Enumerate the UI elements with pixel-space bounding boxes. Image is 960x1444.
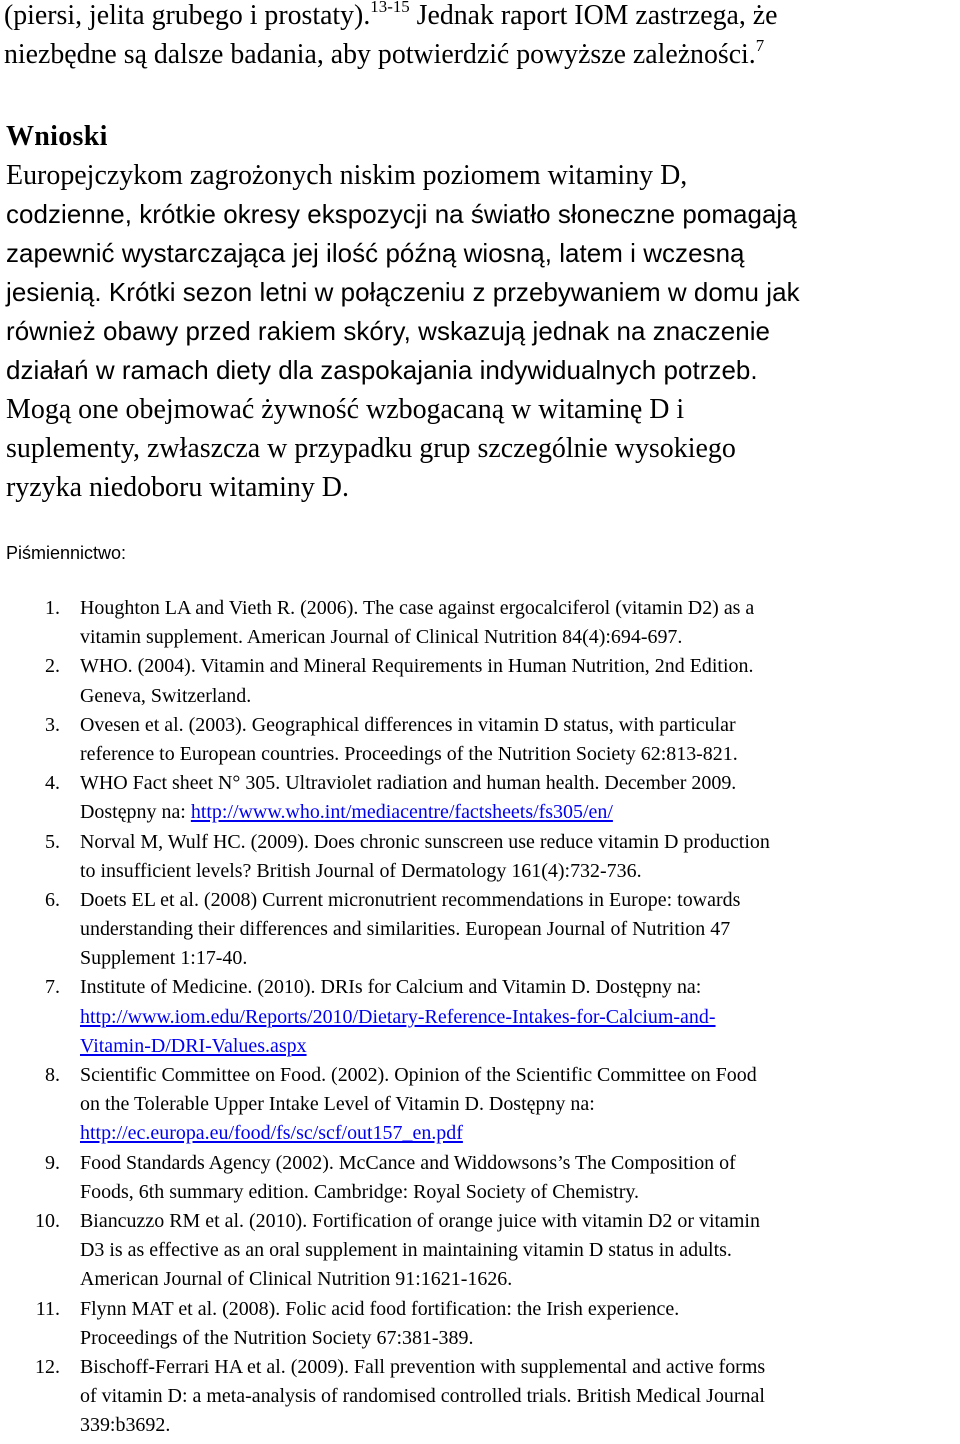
- reference-line: Flynn MAT et al. (2008). Folic acid food fortification: the Irish experience.: [80, 1297, 680, 1320]
- conclusion-line: również obawy przed rakiem skóry, wskazują jednak na znaczenie: [6, 316, 771, 346]
- reference-number: 6.: [45, 888, 60, 911]
- intro-line-2: [4, 35, 958, 74]
- conclusion-line: działań w ramach diety dla zaspokajania indywidualnych potrzeb.: [6, 355, 758, 385]
- references-label: Piśmiennictwo:: [6, 543, 127, 563]
- reference-item: [0, 973, 960, 1061]
- reference-line: of vitamin D: a meta-analysis of randomised controlled trials. British Medical Journal: [80, 1385, 765, 1408]
- reference-number: 7.: [45, 976, 60, 999]
- reference-link-line: [80, 798, 958, 827]
- reference-line: WHO Fact sheet N° 305. Ultraviolet radiation and human health. December 2009.: [80, 772, 737, 795]
- reference-number: 8.: [45, 1064, 60, 1086]
- reference-line: Geneva, Switzerland.: [80, 684, 252, 707]
- intro-text: Jednak raport IOM zastrzega, że: [409, 0, 778, 31]
- reference-link-line: [80, 1032, 958, 1061]
- reference-item: [0, 1207, 960, 1295]
- reference-link[interactable]: Vitamin-D/DRI-Values.aspx: [80, 1034, 307, 1057]
- reference-number: 5.: [45, 830, 60, 853]
- reference-item: [0, 1353, 960, 1441]
- reference-number: 3.: [45, 713, 60, 736]
- conclusion-line: codzienne, krótkie okresy ekspozycji na światło słoneczne pomagają: [6, 199, 797, 229]
- reference-line: Institute of Medicine. (2010). DRIs for Calcium and Vitamin D. Dostępny na:: [80, 976, 702, 999]
- reference-line: Biancuzzo RM et al. (2010). Fortification of orange juice with vitamin D2 or vitamin: [80, 1209, 760, 1232]
- conclusions-section: [6, 117, 960, 507]
- references-list: [0, 594, 960, 1440]
- reference-line: on the Tolerable Upper Intake Level of Vitamin D. Dostępny na:: [80, 1093, 595, 1116]
- reference-line: WHO. (2004). Vitamin and Mineral Requirements in Human Nutrition, 2nd Edition.: [80, 655, 754, 678]
- reference-link-line: [80, 1119, 958, 1148]
- reference-line: Foods, 6th summary edition. Cambridge: Royal Society of Chemistry.: [80, 1180, 640, 1203]
- reference-line: to insufficient levels? British Journal of Dermatology 161(4):732-736.: [80, 859, 642, 882]
- reference-link-line: [80, 1003, 958, 1032]
- link-prefix: Dostępny na:: [80, 801, 191, 824]
- reference-line: Food Standards Agency (2002). McCance and Widdowsons’s The Composition of: [80, 1151, 736, 1174]
- reference-number: 2.: [45, 655, 60, 678]
- reference-line: Supplement 1:17-40.: [80, 947, 248, 970]
- reference-number: 11.: [35, 1297, 60, 1320]
- citation-superscript: 7: [755, 36, 765, 55]
- reference-number: 4.: [45, 772, 60, 795]
- reference-link[interactable]: http://www.iom.edu/Reports/2010/Dietary-Reference-Intakes-for-Calcium-and-: [80, 1005, 716, 1028]
- reference-line: understanding their differences and similarities. European Journal of Nutrition 47: [80, 918, 731, 941]
- section-heading: Wnioski: [6, 121, 108, 152]
- reference-item: [0, 1295, 960, 1353]
- intro-paragraph: [4, 0, 960, 74]
- reference-line: Bischoff-Ferrari HA et al. (2009). Fall prevention with supplemental and active forms: [80, 1355, 766, 1378]
- reference-link[interactable]: http://www.who.int/mediacentre/factsheets/fs305/en/: [190, 801, 613, 824]
- reference-item: [0, 769, 960, 827]
- reference-line: D3 is as effective as an oral supplement in maintaining vitamin D status in adults.: [80, 1239, 732, 1262]
- conclusion-line: suplementy, zwłaszcza w przypadku grup szczególnie wysokiego: [6, 433, 736, 464]
- reference-item: [0, 1061, 960, 1149]
- reference-number: 1.: [45, 597, 60, 619]
- intro-text: niezbędne są dalsze badania, aby potwierdzić powyższe zależności.: [4, 39, 756, 70]
- conclusion-line: Mogą one obejmować żywność wzbogacaną w witaminę D i: [6, 394, 685, 425]
- citation-superscript: 13-15: [370, 0, 410, 16]
- reference-item: [0, 652, 960, 710]
- reference-link[interactable]: http://ec.europa.eu/food/fs/sc/scf/out157_en.pdf: [80, 1122, 463, 1145]
- reference-line: Houghton LA and Vieth R. (2006). The case against ergocalciferol (vitamin D2) as a: [80, 597, 755, 619]
- reference-item: [0, 711, 960, 769]
- conclusion-line: Europejczykom zagrożonych niskim poziomem witaminy D,: [6, 160, 688, 191]
- intro-text: (piersi, jelita grubego i prostaty).: [4, 0, 371, 31]
- reference-line: vitamin supplement. American Journal of Clinical Nutrition 84(4):694-697.: [80, 626, 683, 649]
- reference-line: Proceedings of the Nutrition Society 67:381-389.: [80, 1326, 474, 1349]
- reference-line: Norval M, Wulf HC. (2009). Does chronic sunscreen use reduce vitamin D production: [80, 830, 770, 853]
- conclusion-line: ryzyka niedoboru witaminy D.: [6, 472, 349, 503]
- reference-line: Scientific Committee on Food. (2002). Opinion of the Scientific Committee on Food: [80, 1064, 757, 1086]
- reference-item: [0, 1149, 960, 1207]
- reference-line: American Journal of Clinical Nutrition 91:1621-1626.: [80, 1268, 513, 1291]
- reference-line: reference to European countries. Proceedings of the Nutrition Society 62:813-821.: [80, 742, 738, 765]
- conclusion-line: zapewnić wystarczająca jej ilość późną wiosną, latem i wczesną: [6, 238, 745, 268]
- conclusion-line: jesienią. Krótki sezon letni w połączeniu z przebywaniem w domu jak: [6, 277, 800, 307]
- reference-line: Doets EL et al. (2008) Current micronutrient recommendations in Europe: towards: [80, 888, 741, 911]
- reference-number: 9.: [45, 1151, 60, 1174]
- reference-line: 339:b3692.: [80, 1414, 171, 1437]
- reference-item: [0, 886, 960, 974]
- reference-number: 12.: [35, 1355, 60, 1378]
- intro-line-1: [4, 0, 958, 35]
- reference-number: 10.: [35, 1209, 60, 1232]
- reference-line: Ovesen et al. (2003). Geographical differences in vitamin D status, with particular: [80, 713, 736, 736]
- reference-item: [0, 828, 960, 886]
- reference-item: [0, 594, 960, 652]
